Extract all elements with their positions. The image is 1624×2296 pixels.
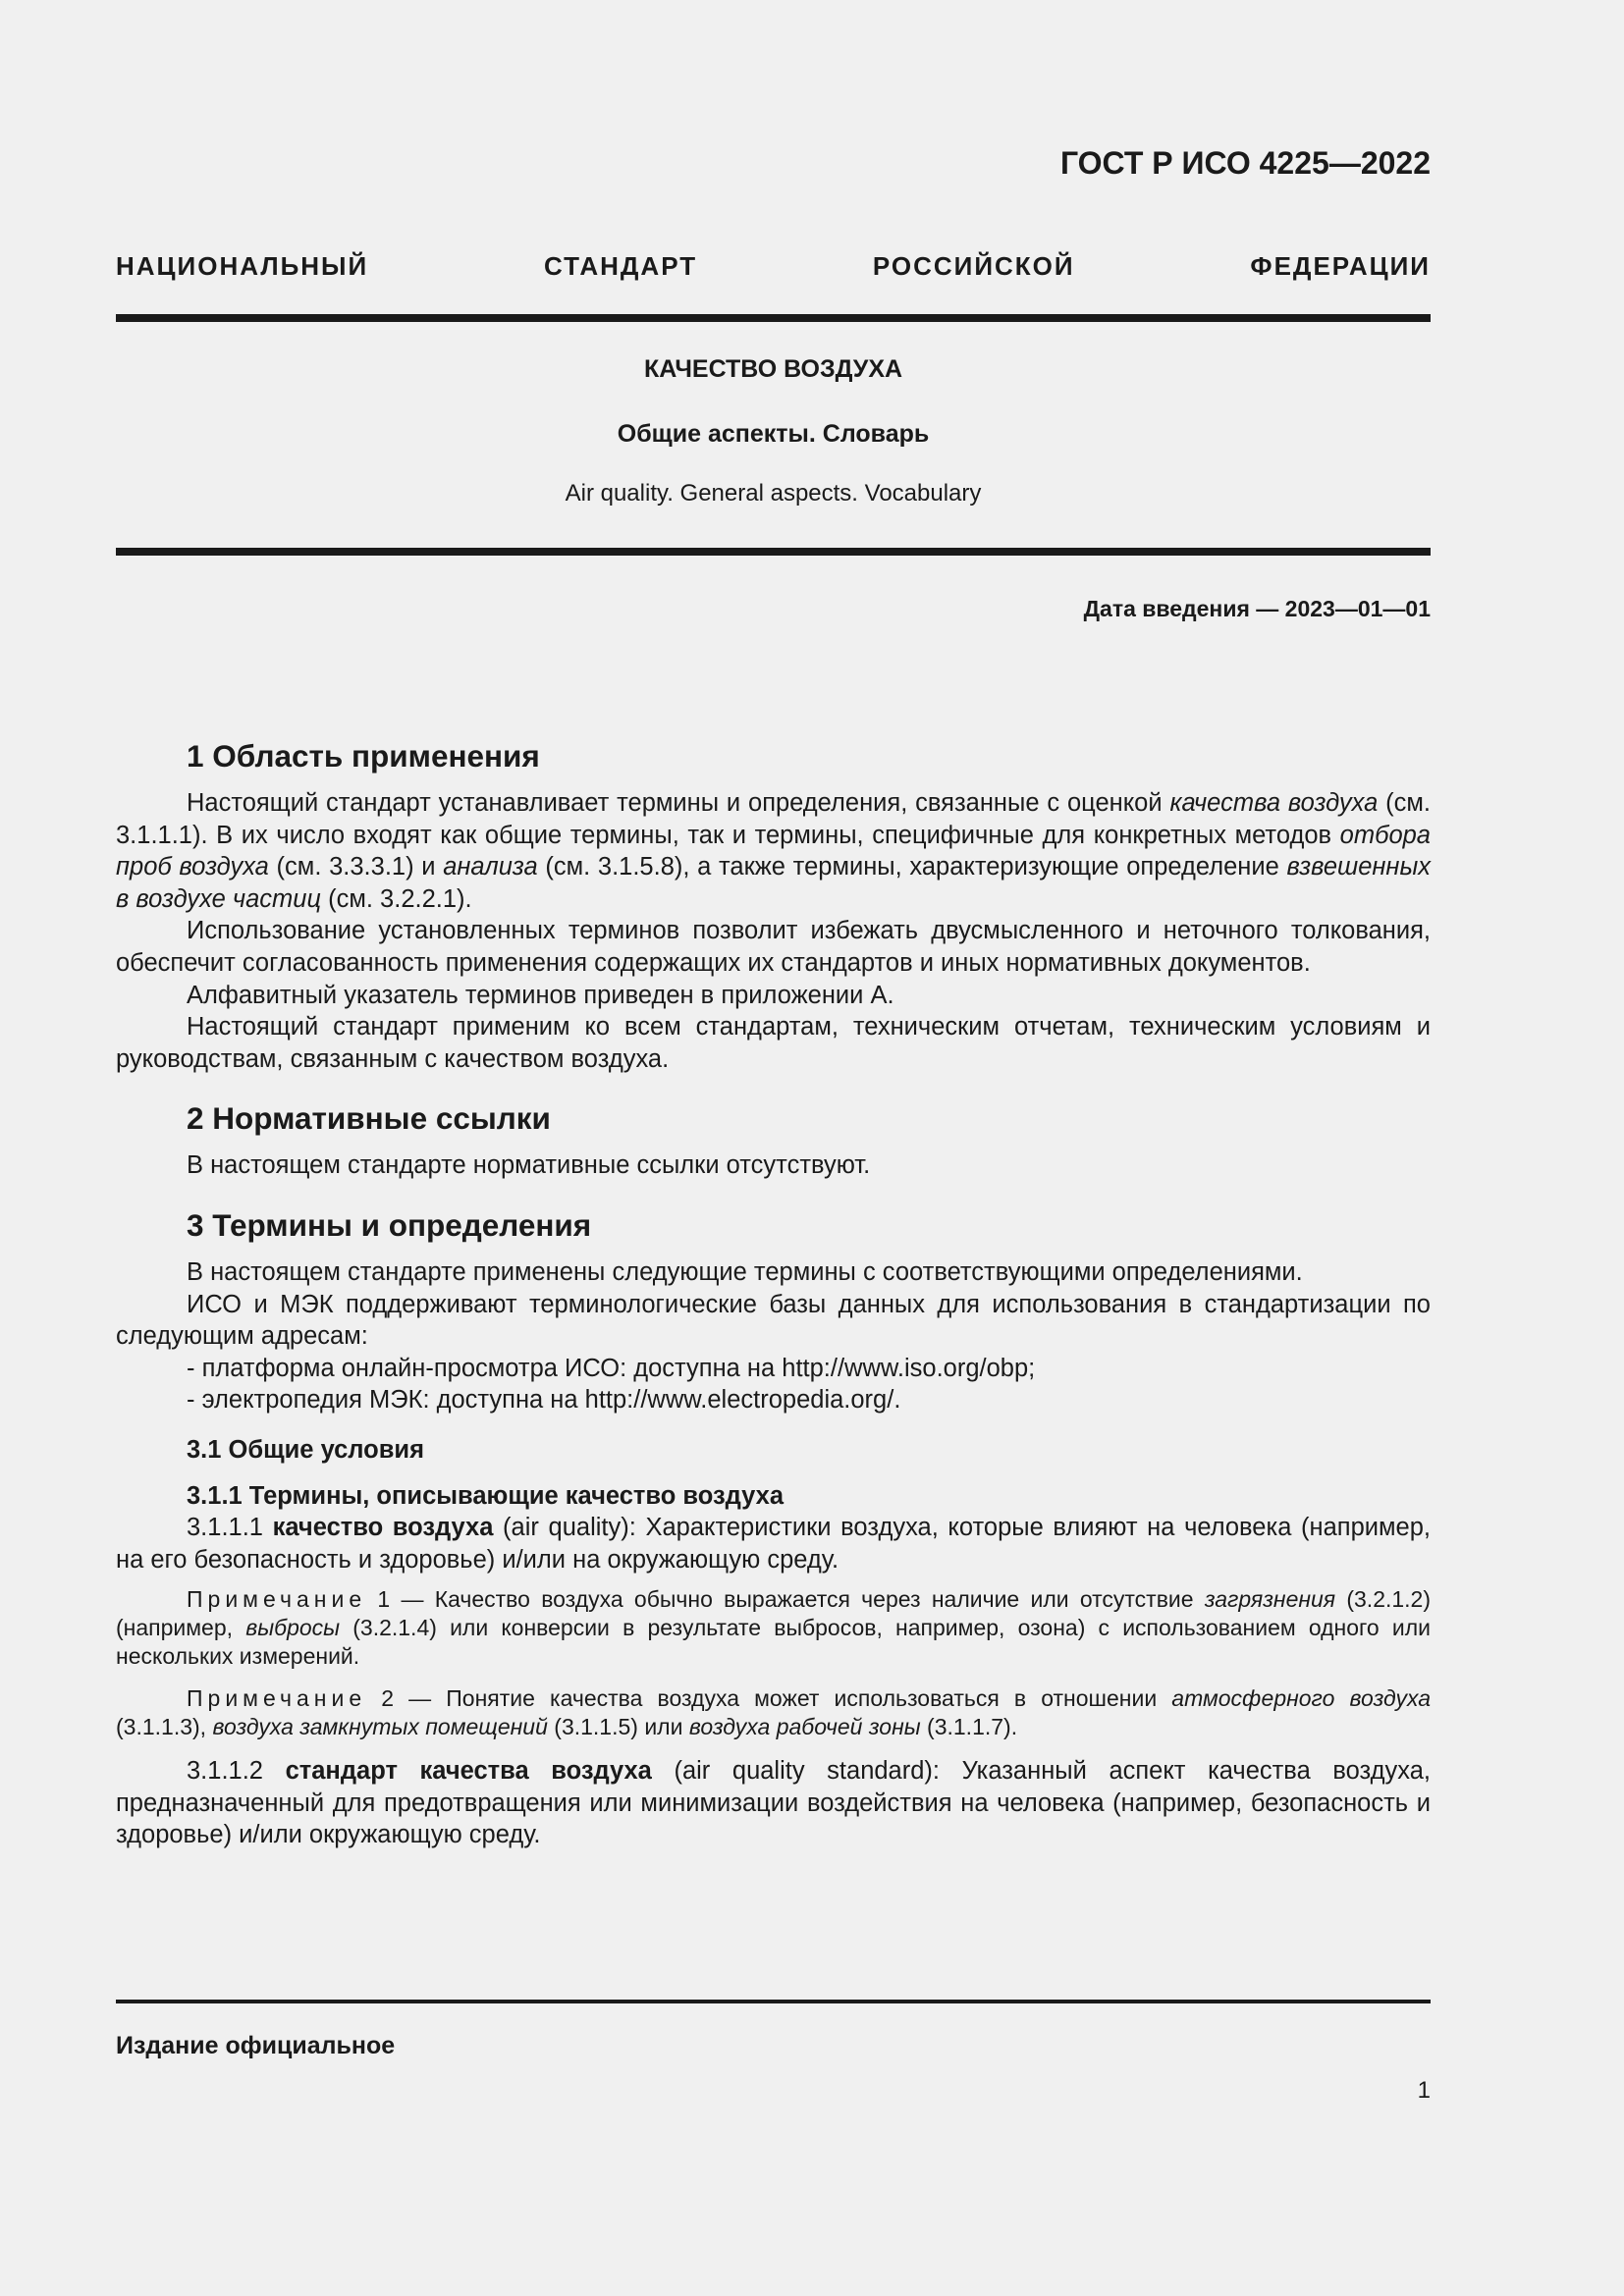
subsection-heading: 3.1.1 Термины, описывающие качество воздуха xyxy=(187,1481,785,1510)
footer-divider xyxy=(116,2000,1431,2003)
edition-label: Издание официальное xyxy=(116,2032,396,2059)
section-heading: 1 Область применения xyxy=(187,738,540,774)
paragraph: В настоящем стандарте применены следующие термины с соответствующими определениями. xyxy=(187,1257,1303,1286)
paragraph: В настоящем стандарте нормативные ссылки отсутствуют. xyxy=(187,1151,871,1180)
subsection-heading: 3.1 Общие условия xyxy=(187,1435,424,1464)
list-item: - электропедия МЭК: доступна на http://www.electropedia.org/. xyxy=(187,1386,901,1415)
paragraph: ИСО и МЭК поддерживают терминологические базы данных для использования в стандартизации по следующим адресам: xyxy=(116,1290,1431,1351)
term-entry: 3.1.1.2 стандарт качества воздуха (air quality standard): Указанный аспект качества воздуха, предназначенный для предотвращения или минимизации воздействия на человека (например, безопасность и здоровье) и/или окружающую среду. xyxy=(116,1757,1431,1849)
introduction-date: Дата введения — 2023—01—01 xyxy=(1083,596,1431,621)
header-divider xyxy=(116,314,1431,322)
paragraph: Использование установленных терминов позволит избежать двусмысленного и неточного толкования, обеспечит согласованность применения содержащих их стандартов и иных нормативных документов. xyxy=(116,917,1431,977)
term-ref: отбора проб воздуха xyxy=(116,821,1431,881)
term: стандарт качества воздуха xyxy=(285,1757,652,1786)
list-item: - платформа онлайн-просмотра ИСО: доступна на http://www.iso.org/obp; xyxy=(187,1354,1036,1382)
term-entry: 3.1.1.1 качество воздуха (air quality): Характеристики воздуха, которые влияют на человека (например, на его безопасность и здоровье) и/или на окружающую среду. xyxy=(116,1514,1431,1574)
document-title-english: Air quality. General aspects. Vocabulary xyxy=(565,480,982,507)
term: качество воздуха xyxy=(272,1514,494,1542)
document-subtitle: Общие аспекты. Словарь xyxy=(617,420,930,448)
paragraph: Алфавитный указатель терминов приведен в приложении А. xyxy=(187,981,894,1009)
section-heading: 3 Термины и определения xyxy=(187,1206,592,1243)
note: Примечание 1 — Качество воздуха обычно выражается через наличие или отсутствие загрязнения (3.2.1.2) (например, выбросы (3.2.1.4) или конверсии в результате выбросов, например, озона) с использованием одного или нескольких измерений. xyxy=(116,1586,1432,1670)
national-standard-banner: НАЦИОНАЛЬНЫЙ СТАНДАРТ РОССИЙСКОЙ ФЕДЕРАЦИИ xyxy=(116,251,1431,281)
term-ref: взвешенных в воздухе частиц xyxy=(116,853,1431,913)
page-number: 1 xyxy=(1417,2077,1431,2104)
note: Примечание 2 — Понятие качества воздуха может использоваться в отношении атмосферного воздуха (3.1.1.3), воздуха замкнутых помещений (3.1.1.5) или воздуха рабочей зоны (3.1.1.7). xyxy=(116,1685,1431,1740)
title-divider xyxy=(116,548,1431,556)
document-body xyxy=(116,734,1431,1851)
document-title: КАЧЕСТВО ВОЗДУХА xyxy=(643,355,903,383)
term-ref: анализа xyxy=(443,853,538,881)
paragraph: Настоящий стандарт устанавливает термины и определения, связанные с оценкой качества воздуха (см. 3.1.1.1). В их число входят как общие термины, так и термины, специфичные для конкретных методов отбора проб воздуха (см. 3.3.3.1) и анализа (см. 3.1.5.8), а также термины, характеризующие определение взвешенных в воздухе частиц (см. 3.2.2.1). xyxy=(116,789,1431,913)
document-code: ГОСТ Р ИСО 4225—2022 xyxy=(1059,145,1431,181)
section-heading: 2 Нормативные ссылки xyxy=(187,1100,551,1137)
term-ref: качества воздуха xyxy=(1169,789,1379,817)
paragraph: Настоящий стандарт применим ко всем стандартам, техническим отчетам, техническим условиям и руководствам, связанным с качеством воздуха. xyxy=(116,1013,1431,1073)
